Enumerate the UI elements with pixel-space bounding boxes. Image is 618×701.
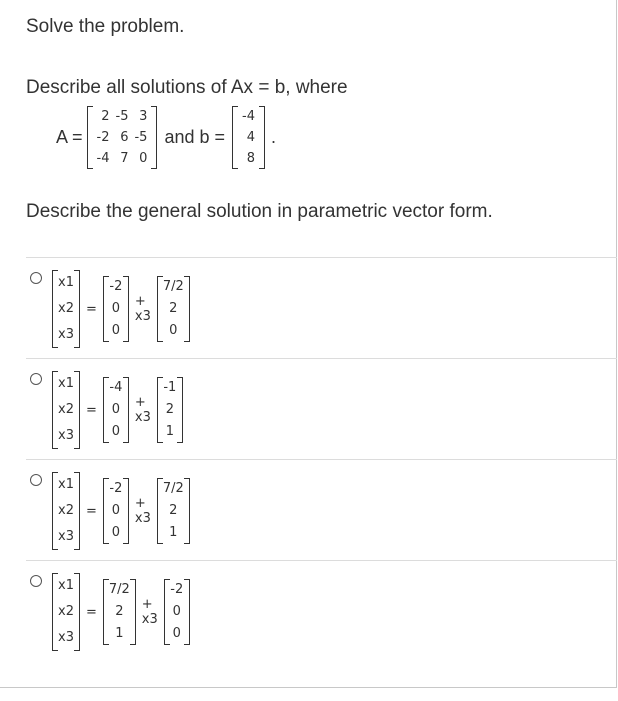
divider [26, 257, 617, 258]
option-expression [52, 268, 190, 350]
vector-cell: 0 [111, 323, 121, 338]
variable-cell: x3 [58, 529, 74, 544]
variable-cell: x2 [58, 402, 74, 417]
matrix-a-cell: -4 [96, 150, 110, 166]
radio-button[interactable] [30, 575, 42, 587]
direction-vector [157, 478, 190, 544]
vector-b-cell: 4 [246, 129, 255, 145]
variable-vector [52, 472, 80, 550]
question-prompt: Describe the general solution in parametric vector form. [26, 201, 493, 222]
vector-cell: 0 [172, 604, 181, 619]
variable-cell: x2 [58, 604, 74, 619]
variable-cell: x3 [58, 428, 74, 443]
matrix-a-label: A = [56, 126, 83, 147]
direction-vector [164, 579, 190, 645]
divider [26, 459, 617, 460]
matrix-a-cell: -5 [134, 129, 148, 145]
period: . [270, 126, 276, 147]
vector-b-label: and b = [164, 126, 225, 147]
vector-cell: 7/2 [162, 279, 184, 294]
option-expression [52, 470, 190, 552]
variable-cell: x2 [58, 301, 74, 316]
vector-cell: -2 [109, 279, 123, 294]
vector-cell: 0 [111, 301, 121, 316]
vector-b-cell: -4 [242, 108, 255, 124]
plus-x3: + x3 [134, 395, 151, 425]
matrix-a-cell: 0 [139, 150, 148, 166]
option-expression [52, 571, 190, 653]
variable-cell: x1 [58, 275, 74, 290]
variable-cell: x2 [58, 503, 74, 518]
vector-cell: -4 [109, 380, 123, 395]
particular-vector [103, 579, 136, 645]
divider [26, 560, 617, 561]
variable-vector [52, 270, 80, 348]
vector-cell: 0 [169, 323, 178, 338]
particular-vector [103, 377, 129, 443]
matrix-a-cell: -2 [96, 129, 110, 145]
vector-b [232, 106, 265, 169]
vector-cell: -2 [109, 481, 123, 496]
variable-cell: x1 [58, 376, 74, 391]
vector-cell: -1 [163, 380, 177, 395]
vector-cell: 0 [172, 626, 181, 641]
equals-sign: = [85, 604, 97, 620]
matrix-a-cell: -5 [115, 108, 129, 124]
option-expression [52, 369, 183, 451]
question-intro: Describe all solutions of Ax = b, where [26, 77, 348, 98]
divider [26, 358, 617, 359]
vector-cell: -2 [170, 582, 184, 597]
matrix-a-cell: 6 [120, 129, 129, 145]
vector-cell: 0 [111, 525, 121, 540]
vector-cell: 2 [115, 604, 124, 619]
variable-cell: x1 [58, 477, 74, 492]
radio-button[interactable] [30, 272, 42, 284]
instruction-title: Solve the problem. [26, 16, 185, 37]
equals-sign: = [85, 503, 97, 519]
radio-button[interactable] [30, 373, 42, 385]
vector-cell: 0 [111, 424, 121, 439]
vector-cell: 2 [169, 503, 178, 518]
variable-cell: x1 [58, 578, 74, 593]
vector-b-cell: 8 [246, 150, 255, 166]
particular-vector [103, 478, 129, 544]
variable-cell: x3 [58, 630, 74, 645]
matrix-a-cell: 3 [139, 108, 148, 124]
equals-sign: = [85, 301, 97, 317]
equals-sign: = [85, 402, 97, 418]
vector-cell: 0 [111, 402, 121, 417]
vector-cell: 1 [169, 525, 178, 540]
matrix-a-cell: 2 [101, 108, 110, 124]
direction-vector [157, 276, 190, 342]
vector-cell: 2 [169, 301, 178, 316]
vector-cell: 2 [165, 402, 174, 417]
variable-vector [52, 371, 80, 449]
vector-cell: 7/2 [162, 481, 184, 496]
vector-cell: 1 [165, 424, 174, 439]
vector-cell: 1 [115, 626, 124, 641]
vector-cell: 7/2 [108, 582, 130, 597]
matrix-a [87, 106, 158, 169]
plus-x3: + x3 [134, 496, 151, 526]
particular-vector [103, 276, 129, 342]
direction-vector [157, 377, 183, 443]
plus-x3: + x3 [141, 597, 158, 627]
vector-cell: 0 [111, 503, 121, 518]
matrix-a-cell: 7 [120, 150, 129, 166]
radio-button[interactable] [30, 474, 42, 486]
variable-cell: x3 [58, 327, 74, 342]
variable-vector [52, 573, 80, 651]
plus-x3: + x3 [134, 294, 151, 324]
equation [56, 104, 276, 170]
